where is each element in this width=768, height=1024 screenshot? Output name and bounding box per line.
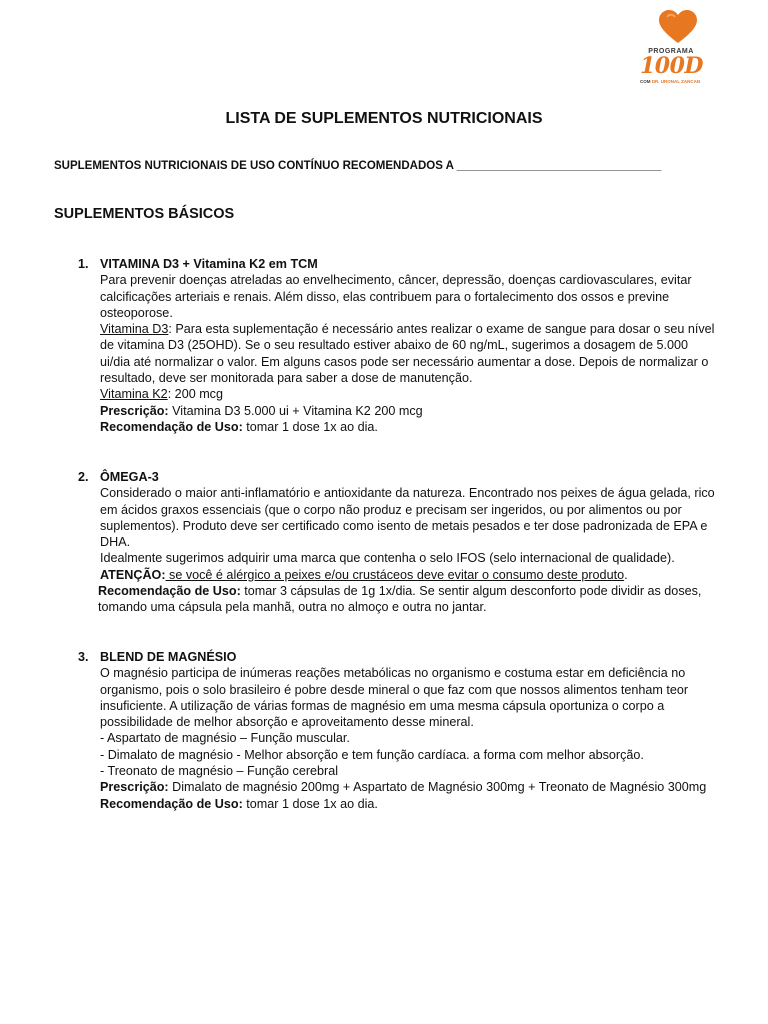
supplement-item-omega-3 xyxy=(78,469,718,616)
attention-text: se você é alérgico a peixes e/ou crustáceos deve evitar o consumo deste produto xyxy=(165,567,625,582)
prescription-line xyxy=(100,403,718,419)
bullet-aspartato: - Aspartato de magnésio – Função muscular. xyxy=(100,731,350,746)
item-heading xyxy=(78,469,718,485)
item-number: 1. xyxy=(78,257,89,271)
item-number: 2. xyxy=(78,470,89,484)
prescription-line xyxy=(100,779,718,795)
item-heading xyxy=(78,256,718,272)
logo-credit-prefix: COM xyxy=(640,79,651,84)
prescription-text: Dimalato de magnésio 200mg + Aspartato de Magnésio 300mg + Treonato de Magnésio 300mg xyxy=(168,780,707,795)
prescription-text: Vitamina D3 5.000 ui + Vitamina K2 200 mcg xyxy=(168,403,423,418)
program-logo xyxy=(640,10,718,90)
item-heading xyxy=(78,649,718,665)
bullet-dimalato: - Dimalato de magnésio - Melhor absorção e tem função cardíaca. a forma com melhor absorção. xyxy=(100,747,644,762)
supplement-item-magnesium xyxy=(78,649,718,812)
item-body xyxy=(100,665,718,812)
document-subtitle: SUPLEMENTOS NUTRICIONAIS DE USO CONTÍNUO RECOMENDADOS A ________________________________ xyxy=(54,160,662,172)
logo-program-label: PROGRAMA xyxy=(648,48,694,55)
usage-label: Recomendação de Uso: xyxy=(98,584,241,599)
attention-line xyxy=(100,567,718,583)
usage-line xyxy=(100,796,718,812)
prescription-label: Prescrição: xyxy=(100,780,169,795)
usage-text: tomar 3 cápsulas de 1g 1x/dia. Se sentir algum desconforto pode dividir as doses, tomando uma cápsula pela manhã, outra no almoço e outra no jantar. xyxy=(98,584,702,615)
item-title: VITAMINA D3 + Vitamina K2 em TCM xyxy=(100,257,318,271)
logo-brand xyxy=(640,54,718,78)
item-title: ÔMEGA-3 xyxy=(100,470,159,484)
document-title: LISTA DE SUPLEMENTOS NUTRICIONAIS xyxy=(225,110,543,127)
item-body xyxy=(100,272,718,435)
d3-text: : Para esta suplementação é necessário antes realizar o exame de sangue para dosar o seu nível de vitamina D3 (25OHD). Se o seu resultado estiver abaixo de 60 ng/mL, sugerimos a dosagem de 5.000 ui/dia até normalizar o valor. Em alguns casos pode ser necessário aumentar a dose. Depois de normalizar o resultado, deve ser monitorada para saber a dose de manutenção. xyxy=(100,322,715,386)
logo-credit-name: DR. URONAL ZANCAN xyxy=(651,79,701,84)
d3-paragraph xyxy=(100,321,718,386)
usage-text: tomar 1 dose 1x ao dia. xyxy=(242,796,378,811)
item-title: BLEND DE MAGNÉSIO xyxy=(100,650,237,664)
logo-brand-text: 100D xyxy=(640,53,704,79)
usage-line xyxy=(98,583,718,616)
item-intro: Considerado o maior anti-inflamatório e antioxidante da natureza. Encontrado nos peixes de água gelada, rico em ácidos graxos essenciais (que o corpo não produz e precisam ser ingeridos, ou por alimentos ou por suplementos). Produto deve ser certificado como isento de metais pesados e ter dose padronizada de EPA e DHA. xyxy=(100,486,715,550)
item-usage-block xyxy=(98,583,718,616)
item-extra: Idealmente sugerimos adquirir uma marca que contenha o selo IFOS (selo internacional de qualidade). xyxy=(100,551,675,566)
logo-credit xyxy=(640,79,718,84)
usage-label: Recomendação de Uso: xyxy=(100,796,243,811)
section-title: SUPLEMENTOS BÁSICOS xyxy=(54,206,235,222)
k2-paragraph xyxy=(100,386,718,402)
usage-label: Recomendação de Uso: xyxy=(100,419,243,434)
attention-label: ATENÇÃO: xyxy=(100,567,166,582)
item-intro: Para prevenir doenças atreladas ao envelhecimento, câncer, depressão, doenças cardiovasculares, evitar calcificações arteriais e renais. Além disso, elas contribuem para o fortalecimento dos ossos e previne osteoporose. xyxy=(100,273,692,320)
item-number: 3. xyxy=(78,650,89,664)
prescription-label: Prescrição: xyxy=(100,403,169,418)
item-body xyxy=(100,485,718,583)
item-intro: O magnésio participa de inúmeras reações metabólicas no organismo e costuma estar em deficiência no organismo, pois o solo brasileiro é pobre desde mineral o que faz com que nossos alimentos tenham teor insuficiente. A utilização de várias formas de magnésio em uma mesma cápsula oportuniza o corpo a possibilidade de melhor absorção e aproveitamento desse mineral. xyxy=(100,666,689,730)
k2-label: Vitamina K2 xyxy=(100,387,168,402)
bullet-treonato: - Treonato de magnésio – Função cerebral xyxy=(100,764,339,779)
heart-icon xyxy=(658,10,698,44)
d3-label: Vitamina D3 xyxy=(100,322,169,337)
usage-text: tomar 1 dose 1x ao dia. xyxy=(242,419,378,434)
supplement-item-vitamin-d3 xyxy=(78,256,718,435)
usage-line xyxy=(100,419,718,435)
k2-text: : 200 mcg xyxy=(167,387,223,402)
attention-end: . xyxy=(624,567,628,582)
